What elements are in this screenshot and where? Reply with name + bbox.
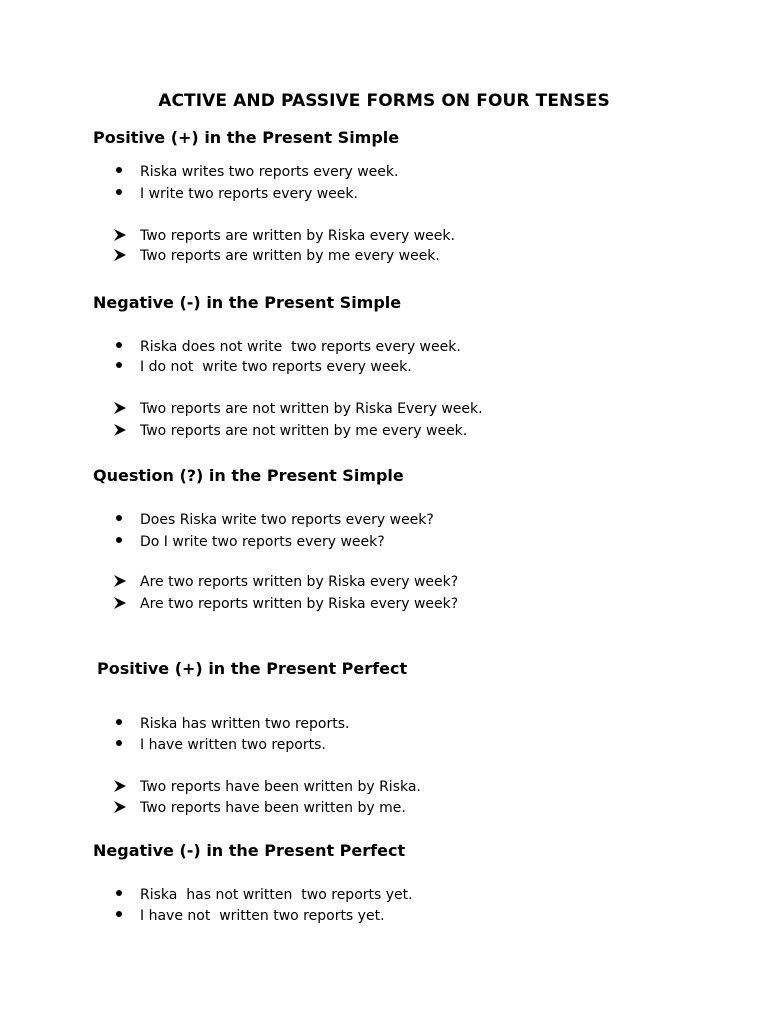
list-item <box>114 714 349 734</box>
list-item <box>114 357 412 377</box>
bullet-dot-icon <box>116 362 122 368</box>
list-item <box>114 906 385 926</box>
list-item <box>114 777 421 797</box>
list-item-text: Do I write two reports every week? <box>140 534 385 550</box>
section-heading: Positive (+) in the Present Perfect <box>97 659 408 678</box>
list-item <box>114 162 398 182</box>
arrowhead-bullet-icon <box>114 246 140 266</box>
bullet-dot-icon <box>116 537 122 543</box>
arrowhead-bullet-icon <box>114 777 140 797</box>
section-heading: Question (?) in the Present Simple <box>93 466 404 485</box>
list-item <box>114 184 358 204</box>
list-item-text: I do not write two reports every week. <box>140 359 412 375</box>
bullet-dot-icon <box>116 189 122 195</box>
list-item-text: I have not written two reports yet. <box>140 908 385 924</box>
list-item <box>114 246 440 266</box>
list-item-text: Are two reports written by Riska every week? <box>140 574 459 590</box>
bullet-dot-icon <box>116 911 122 917</box>
section-heading: Negative (-) in the Present Perfect <box>93 841 406 860</box>
list-item-text: Two reports have been written by me. <box>140 800 406 816</box>
arrowhead-bullet-icon <box>114 798 140 818</box>
list-item <box>114 510 434 530</box>
list-item-text: Two reports are not written by Riska Every week. <box>140 401 483 417</box>
bullet-dot-icon <box>116 719 122 725</box>
list-item-text: I have written two reports. <box>140 737 326 753</box>
section-heading: Negative (-) in the Present Simple <box>93 293 402 312</box>
list-item-text: Does Riska write two reports every week? <box>140 512 434 528</box>
list-item-text: Riska has not written two reports yet. <box>140 887 413 903</box>
list-item <box>114 399 483 419</box>
bullet-dot-icon <box>116 342 122 348</box>
list-item <box>114 735 326 755</box>
bullet-dot-icon <box>116 515 122 521</box>
list-item-text: Are two reports written by Riska every week? <box>140 596 459 612</box>
list-item-text: Two reports are written by Riska every week. <box>140 228 455 244</box>
bullet-dot-icon <box>116 740 122 746</box>
list-item <box>114 337 461 357</box>
list-item <box>114 572 458 592</box>
list-item-text: I write two reports every week. <box>140 186 358 202</box>
list-item <box>114 532 385 552</box>
list-item-text: Two reports have been written by Riska. <box>140 779 421 795</box>
list-item <box>114 421 467 441</box>
list-item <box>114 226 455 246</box>
list-item <box>114 594 458 614</box>
arrowhead-bullet-icon <box>114 399 140 419</box>
arrowhead-bullet-icon <box>114 594 140 614</box>
arrowhead-bullet-icon <box>114 421 140 441</box>
list-item-text: Riska writes two reports every week. <box>140 164 399 180</box>
bullet-dot-icon <box>116 890 122 896</box>
page-title: ACTIVE AND PASSIVE FORMS ON FOUR TENSES <box>158 91 610 111</box>
list-item-text: Two reports are not written by me every week. <box>140 423 468 439</box>
list-item-text: Riska has written two reports. <box>140 716 350 732</box>
bullet-dot-icon <box>116 167 122 173</box>
arrowhead-bullet-icon <box>114 572 140 592</box>
list-item-text: Riska does not write two reports every week. <box>140 339 461 355</box>
section-heading: Positive (+) in the Present Simple <box>93 128 400 147</box>
list-item <box>114 798 406 818</box>
arrowhead-bullet-icon <box>114 226 140 246</box>
list-item <box>114 885 413 905</box>
list-item-text: Two reports are written by me every week. <box>140 248 440 264</box>
